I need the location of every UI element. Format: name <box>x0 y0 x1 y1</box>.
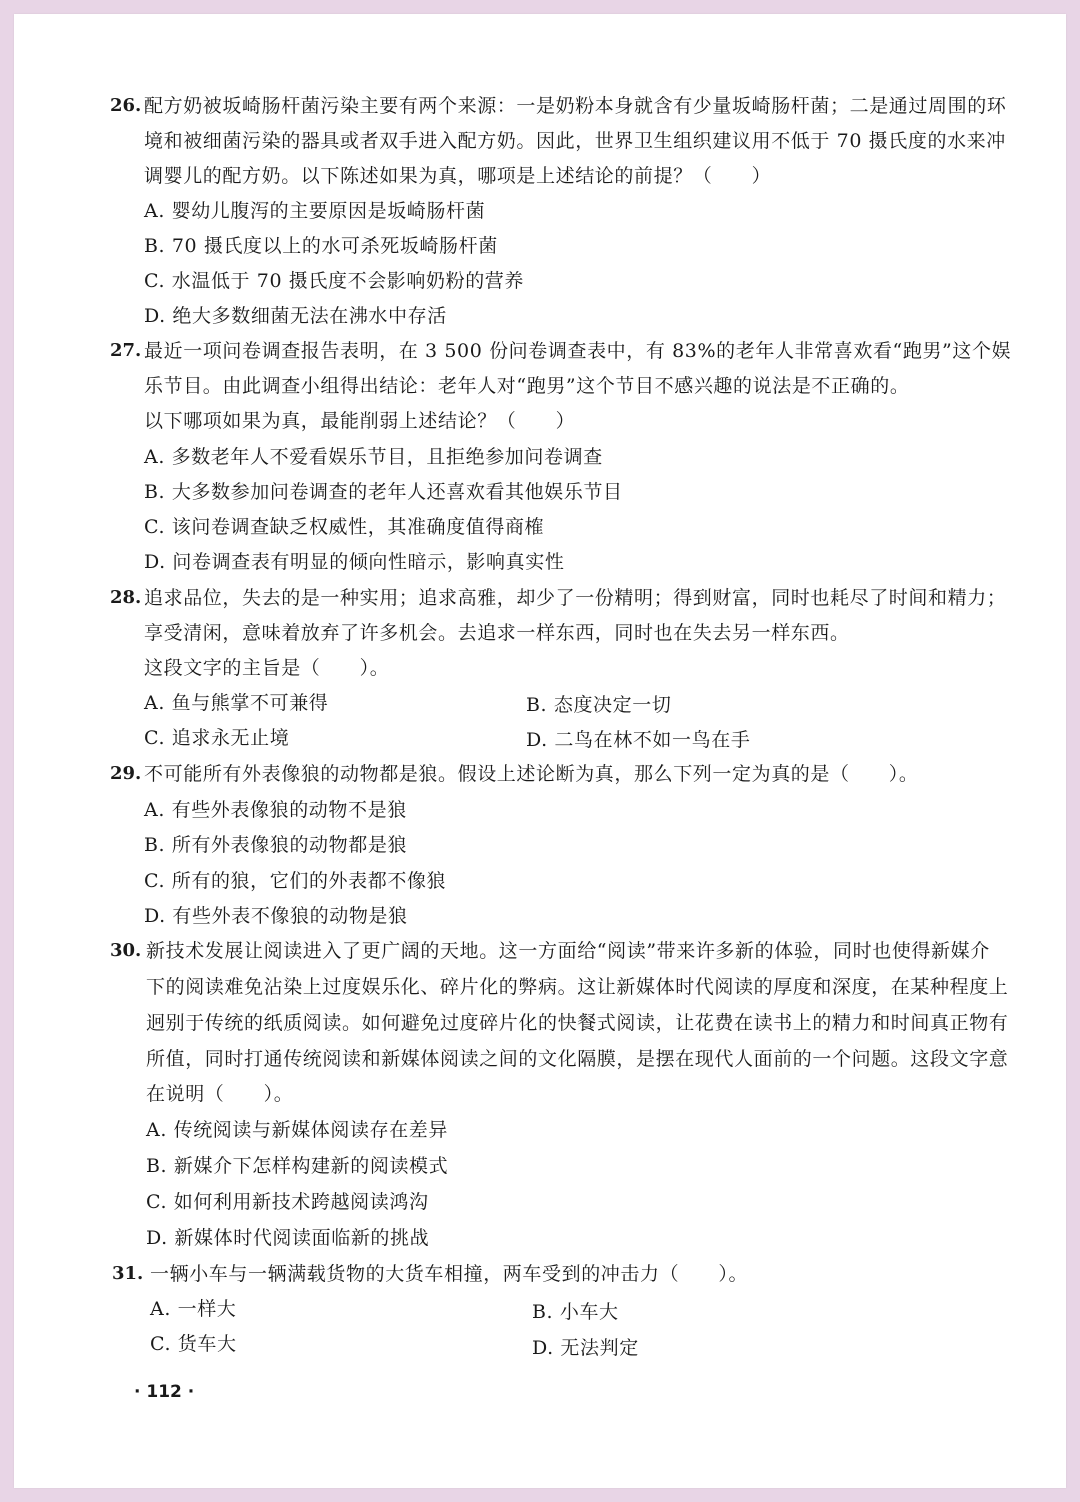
question-28-option-b: B. 态度决定一切 <box>526 694 672 716</box>
question-28-number: 28. <box>110 587 142 608</box>
question-31-option-c: C. 货车大 <box>150 1333 237 1355</box>
question-30-number: 30. <box>110 940 142 961</box>
question-28-line-3: 这段文字的主旨是（ ）。 <box>144 657 390 679</box>
question-28-option-d: D. 二鸟在林不如一鸟在手 <box>526 729 751 751</box>
question-26-line-1: 配方奶被坂崎肠杆菌污染主要有两个来源：一是奶粉本身就含有少量坂崎肠杆菌；二是通过周围的环 <box>144 95 1007 117</box>
question-28-option-a: A. 鱼与熊掌不可兼得 <box>144 692 329 714</box>
question-31-number: 31. <box>112 1263 144 1284</box>
question-31-option-d: D. 无法判定 <box>532 1337 639 1359</box>
question-31-option-b: B. 小车大 <box>532 1301 619 1323</box>
question-27-option-d: D. 问卷调查表有明显的倾向性暗示，影响真实性 <box>144 551 565 573</box>
document-page <box>14 14 1066 1488</box>
question-28-line-1: 追求品位，失去的是一种实用；追求高雅，却少了一份精明；得到财富，同时也耗尽了时间和精力； <box>144 587 1007 609</box>
question-30-option-c: C. 如何利用新技术跨越阅读鸿沟 <box>146 1191 429 1213</box>
question-30-line-3: 迥别于传统的纸质阅读。如何避免过度碎片化的快餐式阅读，让花费在读书上的精力和时间真正物有 <box>146 1012 1009 1034</box>
question-30-line-2: 下的阅读难免沾染上过度娱乐化、碎片化的弊病。这让新媒体时代阅读的厚度和深度，在某种程度上 <box>146 976 1009 998</box>
question-27-option-a: A. 多数老年人不爱看娱乐节目，且拒绝参加问卷调查 <box>144 446 603 468</box>
question-31-line-1: 一辆小车与一辆满载货物的大货车相撞，两车受到的冲击力（ ）。 <box>150 1263 749 1285</box>
question-29-option-d: D. 有些外表不像狼的动物是狼 <box>144 905 408 927</box>
question-26-option-c: C. 水温低于 70 摄氏度不会影响奶粉的营养 <box>144 270 524 292</box>
question-29-option-b: B. 所有外表像狼的动物都是狼 <box>144 834 408 856</box>
page-number: · 112 · <box>134 1382 195 1402</box>
question-29-line-1: 不可能所有外表像狼的动物都是狼。假设上述论断为真，那么下列一定为真的是（ ）。 <box>144 763 919 785</box>
question-26-number: 26. <box>110 95 142 116</box>
question-26-line-2: 境和被细菌污染的器具或者双手进入配方奶。因此，世界卫生组织建议用不低于 70 摄氏度的水来冲 <box>144 130 1006 152</box>
question-26-option-d: D. 绝大多数细菌无法在沸水中存活 <box>144 305 447 327</box>
question-26-line-3: 调婴儿的配方奶。以下陈述如果为真，哪项是上述结论的前提？（ ） <box>144 165 772 187</box>
question-31-option-a: A. 一样大 <box>150 1298 237 1320</box>
question-30-option-a: A. 传统阅读与新媒体阅读存在差异 <box>146 1119 449 1141</box>
question-29-option-c: C. 所有的狼，它们的外表都不像狼 <box>144 870 447 892</box>
question-30-option-d: D. 新媒体时代阅读面临新的挑战 <box>146 1227 430 1249</box>
question-27-number: 27. <box>110 340 142 361</box>
question-29-number: 29. <box>110 763 142 784</box>
question-27-option-c: C. 该问卷调查缺乏权威性，其准确度值得商榷 <box>144 516 545 538</box>
question-30-option-b: B. 新媒介下怎样构建新的阅读模式 <box>146 1155 449 1177</box>
question-26-option-b: B. 70 摄氏度以上的水可杀死坂崎肠杆菌 <box>144 235 498 257</box>
question-27-option-b: B. 大多数参加问卷调查的老年人还喜欢看其他娱乐节目 <box>144 481 623 503</box>
question-28-option-c: C. 追求永无止境 <box>144 727 290 749</box>
question-30-line-4: 所值，同时打通传统阅读和新媒体阅读之间的文化隔膜，是摆在现代人面前的一个问题。这段文字意 <box>146 1048 1009 1070</box>
question-26-option-a: A. 婴幼儿腹泻的主要原因是坂崎肠杆菌 <box>144 200 486 222</box>
question-27-line-2: 乐节目。由此调查小组得出结论：老年人对“跑男”这个节目不感兴趣的说法是不正确的。 <box>144 375 910 397</box>
question-30-line-1: 新技术发展让阅读进入了更广阔的天地。这一方面给“阅读”带来许多新的体验，同时也使得新媒介 <box>146 940 990 962</box>
question-30-line-5: 在说明（ ）。 <box>146 1083 294 1105</box>
question-29-option-a: A. 有些外表像狼的动物不是狼 <box>144 799 407 821</box>
question-28-line-2: 享受清闲，意味着放弃了许多机会。去追求一样东西，同时也在失去另一样东西。 <box>144 622 850 644</box>
question-27-line-1: 最近一项问卷调查报告表明，在 3 500 份问卷调查表中，有 83%的老年人非常喜欢看“跑男”这个娱 <box>144 340 1012 362</box>
question-27-line-3: 以下哪项如果为真，最能削弱上述结论？（ ） <box>144 410 576 432</box>
